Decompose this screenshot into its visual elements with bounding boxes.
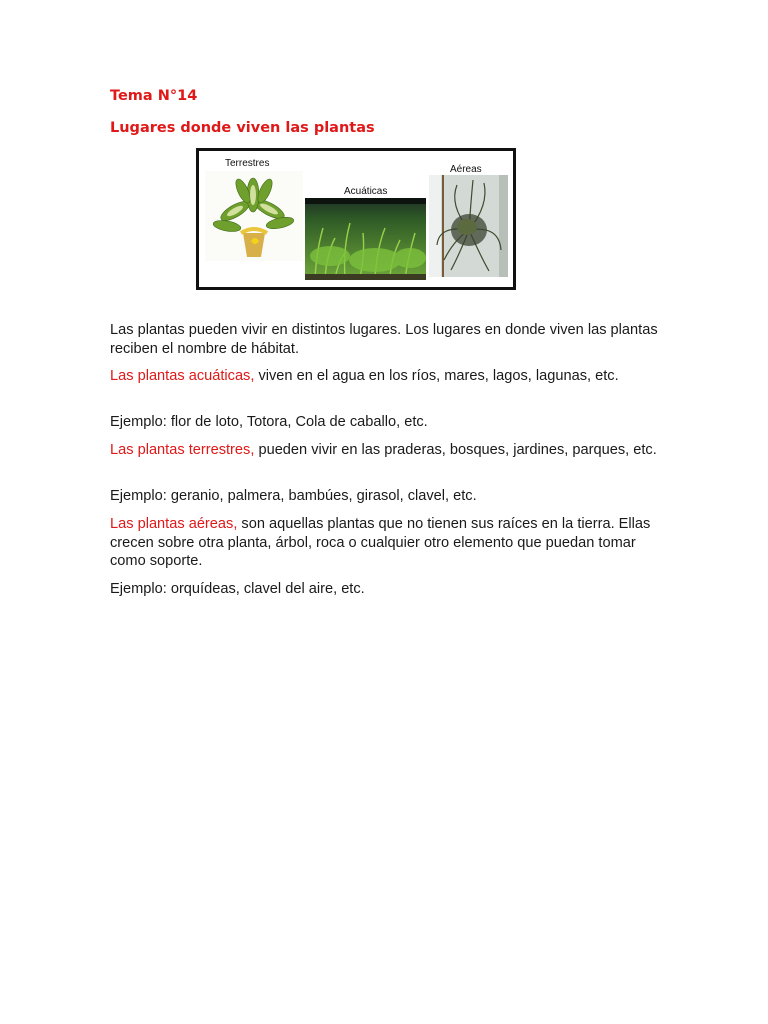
aerial-example-text: Ejemplo: orquídeas, clavel del aire, etc. <box>110 581 365 597</box>
terrestrial-paragraph <box>110 441 670 460</box>
terrestrial-plant-image <box>205 171 303 261</box>
habitat-figure <box>196 148 516 290</box>
aquatic-plant-image <box>305 198 426 280</box>
terrestrial-text: pueden vivir en las praderas, bosques, jardines, parques, etc. <box>254 442 657 458</box>
intro-text: Las plantas pueden vivir en distintos lugares. Los lugares en donde viven las plantas reciben el nombre de hábitat. <box>110 322 658 357</box>
aerial-text: son aquellas plantas que no tienen sus raíces en la tierra. Ellas crecen sobre otra planta, árbol, roca o cualquier otro elemento que puedan tomar como soporte. <box>110 516 651 569</box>
aerial-lead: Las plantas aéreas, <box>110 516 238 532</box>
aerial-paragraph <box>110 515 670 571</box>
terrestrial-example-text: Ejemplo: geranio, palmera, bambúes, girasol, clavel, etc. <box>110 488 477 504</box>
caption-terrestres: Terrestres <box>225 158 270 169</box>
caption-acuaticas: Acuáticas <box>344 186 388 197</box>
caption-aereas: Aéreas <box>450 164 482 175</box>
terrestrial-comma: , <box>250 442 255 458</box>
terrestrial-lead: Las plantas terrestres <box>110 442 251 458</box>
terrestrial-example <box>110 487 670 506</box>
intro-paragraph <box>110 321 670 358</box>
aquatic-lead: Las plantas acuáticas, <box>110 368 255 384</box>
aquatic-text: viven en el agua en los ríos, mares, lagos, lagunas, etc. <box>254 368 619 384</box>
topic-number-heading: Tema N°14 <box>110 88 198 104</box>
topic-title-heading: Lugares donde viven las plantas <box>110 120 375 136</box>
aquatic-example <box>110 413 670 432</box>
aquatic-paragraph <box>110 367 670 386</box>
aerial-example <box>110 580 670 599</box>
aerial-plant-image <box>429 175 508 277</box>
aquatic-example-text: Ejemplo: flor de loto, Totora, Cola de caballo, etc. <box>110 414 428 430</box>
